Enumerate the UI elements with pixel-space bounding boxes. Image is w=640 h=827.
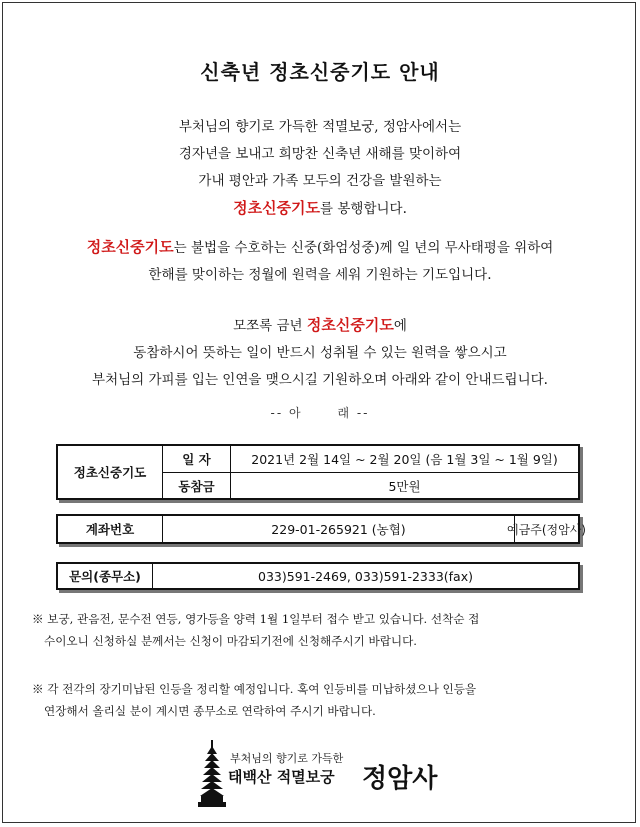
definition-line: 한해를 맞이하는 정월에 원력을 세워 기원하는 기도입니다. [148, 267, 492, 283]
logo-name: 정암사 [362, 764, 438, 794]
highlight-text: 정초신중기도 [306, 316, 394, 334]
invite-line: 동참하시어 뜻하는 일이 반드시 성취될 수 있는 원력을 쌓으시고 [133, 345, 507, 361]
date-value: 2021년 2월 14일 ~ 2월 20일 (음 1월 3일 ~ 1월 9일) [230, 446, 578, 472]
highlight-text: 정초신중기도 [233, 199, 321, 217]
note-line: 수이오니 신청하실 분께서는 신청이 마감되기전에 신청해주시기 바랍니다. [44, 634, 417, 648]
intro-paragraph [0, 114, 640, 223]
logo-subtitle: 태백산 적멸보궁 [228, 768, 335, 786]
below-marker: -- 아 래 -- [270, 406, 370, 420]
page-title: 신축년 정초신중기도 안내 [200, 60, 440, 84]
definition-line-rest: 는 불법을 수호하는 신중(화엄성중)께 일 년의 무사태평을 위하여 [173, 240, 554, 256]
highlight-text: 정초신중기도 [86, 238, 174, 256]
contact-label: 문의(종무소) [69, 569, 141, 584]
temple-logo [198, 740, 458, 810]
intro-line: 경자년을 보내고 희망찬 신축년 새해를 맞이하여 [178, 146, 462, 162]
invite-paragraph [0, 312, 640, 394]
note-line: 연장해서 올리실 분이 계시면 종무소로 연락하여 주시기 바랍니다. [44, 704, 376, 718]
account-holder: 예금주(정암사) [514, 516, 578, 542]
account-table [56, 514, 586, 544]
note-1 [32, 608, 612, 652]
fee-value: 5만원 [230, 472, 578, 498]
invite-line: 부처님의 가피를 입는 인연을 맺으시길 기원하오며 아래와 같이 안내드립니다. [92, 372, 548, 388]
date-label: 일 자 [162, 446, 230, 472]
note-line: ※ 보궁, 관음전, 문수전 연등, 영가등을 양력 1월 1일부터 접수 받고 있습니다. 선착순 접 [32, 612, 480, 626]
pagoda-icon [198, 740, 226, 810]
account-label: 계좌번호 [85, 522, 135, 537]
note-2 [32, 678, 612, 722]
logo-tagline: 부처님의 향기로 가득한 [230, 752, 344, 765]
definition-line [0, 234, 640, 262]
invite-line-pre: 모쪼록 금년 [233, 318, 307, 334]
note-line: ※ 각 전각의 장기미납된 인등을 정리할 예정입니다. 혹여 인등비를 미납하셨으나 인등을 [32, 682, 477, 696]
info-table-label: 정초신중기도 [73, 465, 147, 480]
definition-paragraph [0, 234, 640, 289]
contact-value: 033)591-2469, 033)591-2333(fax) [152, 564, 578, 588]
account-number: 229-01-265921 (농협) [162, 516, 514, 542]
invite-line-post: 에 [393, 318, 407, 334]
contact-table [56, 562, 580, 590]
invite-line [0, 312, 640, 340]
intro-line [0, 195, 640, 223]
intro-line-rest: 를 봉행합니다. [320, 201, 407, 217]
intro-line: 부처님의 향기로 가득한 적멸보궁, 정암사에서는 [178, 119, 462, 135]
intro-line: 가내 평안과 가족 모두의 건강을 발원하는 [198, 173, 442, 189]
info-table [56, 444, 580, 500]
fee-label: 동참금 [162, 472, 230, 498]
